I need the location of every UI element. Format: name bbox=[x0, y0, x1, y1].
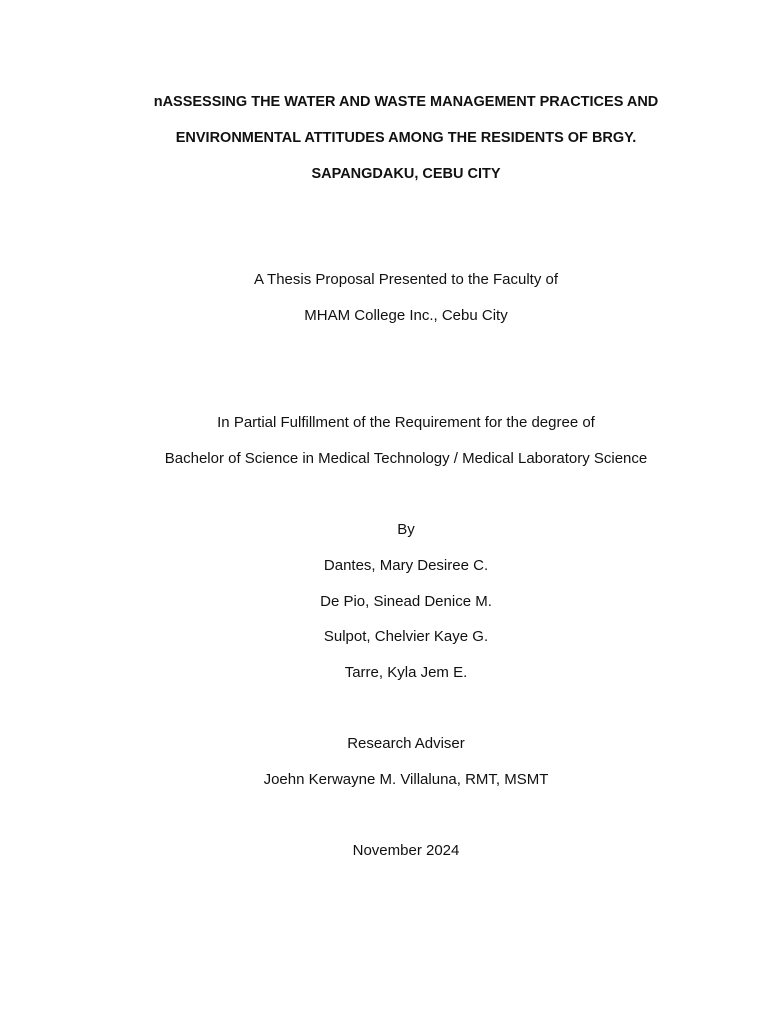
presentation-line-2: MHAM College Inc., Cebu City bbox=[304, 307, 508, 324]
title-line-1: nASSESSING THE WATER AND WASTE MANAGEMENT PRACTICES AND bbox=[153, 94, 659, 110]
adviser-name: Joehn Kerwayne M. Villaluna, RMT, MSMT bbox=[263, 771, 549, 788]
author-name: Tarre, Kyla Jem E. bbox=[344, 664, 468, 681]
title-line-3: SAPANGDAKU, CEBU CITY bbox=[311, 166, 501, 182]
submission-date: November 2024 bbox=[352, 842, 460, 859]
presentation-line-1: A Thesis Proposal Presented to the Faculty of bbox=[253, 271, 559, 288]
by-label: By bbox=[397, 521, 415, 538]
title-line-2: ENVIRONMENTAL ATTITUDES AMONG THE RESIDENTS OF BRGY. bbox=[175, 130, 637, 146]
fulfillment-line-2: Bachelor of Science in Medical Technology / Medical Laboratory Science bbox=[164, 450, 648, 467]
adviser-label: Research Adviser bbox=[347, 735, 465, 752]
author-name: Dantes, Mary Desiree C. bbox=[323, 557, 489, 574]
author-name: De Pio, Sinead Denice M. bbox=[320, 593, 492, 610]
author-name: Sulpot, Chelvier Kaye G. bbox=[323, 628, 489, 645]
fulfillment-line-1: In Partial Fulfillment of the Requirement for the degree of bbox=[217, 414, 595, 431]
